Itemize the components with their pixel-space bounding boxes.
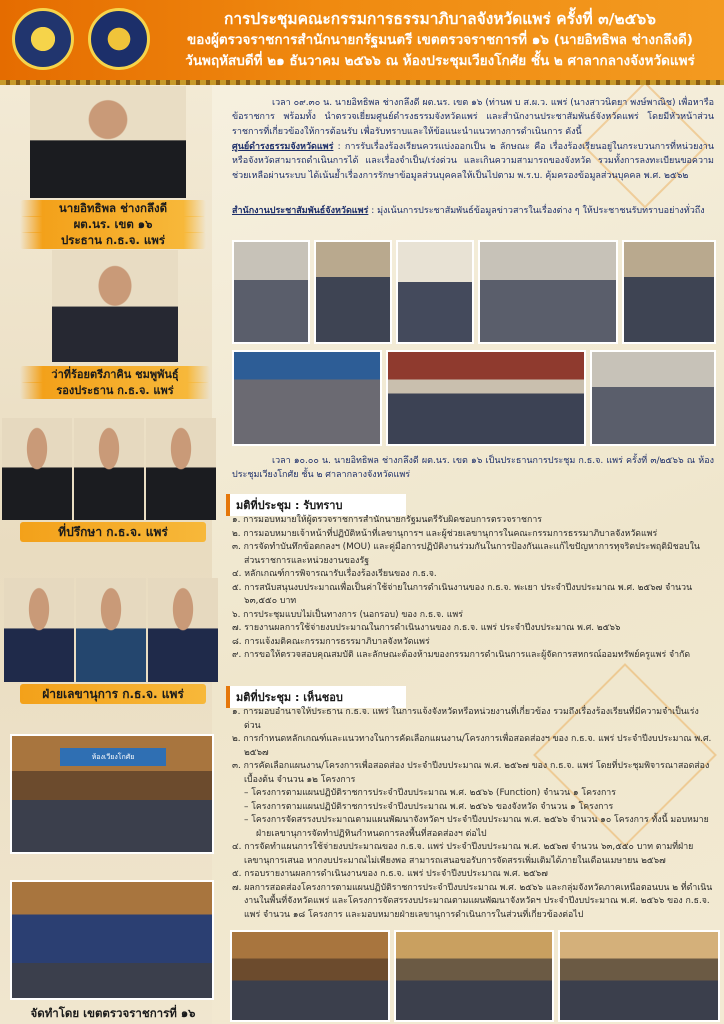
secretariat-label: ฝ่ายเลขานุการ ก.ธ.จ. แพร่ [20, 684, 206, 704]
pm-office-seal-icon [88, 8, 150, 70]
page-subtitle: ของผู้ตรวจราชการสำนักนายกรัฐมนตรี เขตตรวจราชการที่ ๑๖ (นายอิทธิพล ช่างกลึงดี) [187, 32, 693, 48]
page-title: การประชุมคณะกรรมการธรรมาภิบาลจังหวัดแพร่ ครั้งที่ ๓/๒๕๖๖ [224, 10, 656, 28]
list-item: ๑. การมอบอำนาจให้ประธาน ก.ธ.จ. แพร่ ในการแจ้งจังหวัดหรือหน่วยงานที่เกี่ยวข้อง รวมถึงเรื่องร้องเรียนที่มีความจำเป็นเร่งด่วน [232, 707, 699, 731]
acknowledged-list [232, 514, 714, 663]
list-item: ๑. การมอบหมายให้ผู้ตรวจราชการสำนักนายกรัฐมนตรีรับผิดชอบการตรวจราชการ [232, 515, 543, 525]
meeting-room-photo [10, 734, 214, 854]
list-item: ๕. การสนับสนุนงบประมาณเพื่อเป็นค่าใช้จ่ายในการดำเนินงานของ ก.ธ.จ. พะเยา ประจำปีงบประมาณ พ.ศ. ๒๕๖๗ จำนวน ๖๓,๕๕๐ บาท [232, 582, 693, 606]
list-item: – โครงการตามแผนปฏิบัติราชการประจำปีงบประมาณ พ.ศ. ๒๕๖๖ (Function) จำนวน ๑ โครงการ [244, 788, 616, 798]
chair-role: ประธาน ก.ธ.จ. แพร่ [20, 232, 206, 249]
event-photo [386, 350, 586, 446]
damrongdham-label: ศูนย์ดำรงธรรมจังหวัดแพร่ [232, 142, 334, 152]
approved-list [232, 706, 714, 922]
header-ornament [0, 80, 724, 85]
meeting-date-venue: วันพฤหัสบดีที่ ๒๑ ธันวาคม ๒๕๖๖ ณ ห้องประชุมเวียงโกศัย ชั้น ๒ ศาลากลางจังหวัดแพร่ [185, 53, 695, 69]
meeting-paragraph: เวลา ๑๐.๐๐ น. นายอิทธิพล ช่างกลึงดี ผต.นร. เขต ๑๖ เป็นประธานการประชุม ก.ธ.จ. แพร่ ครั้งที่ ๓/๒๕๖๖ ณ ห้องประชุมเวียงโกศัย ชั้น ๒ ศาลากลางจังหวัดแพร่ [232, 456, 714, 481]
list-item: ๓. การจัดทำบันทึกข้อตกลงฯ (MOU) และคู่มือการปฏิบัติงานร่วมกันในการป้องกันและแก้ไขปัญหาการทุจริตประพฤติมิชอบในส่วนราชการและหน่วยงานของรัฐ [232, 542, 700, 566]
secretariat-portrait [148, 578, 218, 682]
section-approved-title: มติที่ประชุม : เห็นชอบ [226, 686, 406, 708]
vice-chair-role: รองประธาน ก.ธ.จ. แพร่ [20, 382, 210, 399]
chair-name: นายอิทธิพล ช่างกลึงดี [20, 200, 206, 217]
list-item: ๔. การจัดทำแผนการใช้จ่ายงบประมาณของ ก.ธ.จ. แพร่ ประจำปีงบประมาณ พ.ศ. ๒๕๖๗ จำนวน ๖๓,๕๕๐ บาท ตามที่ฝ่ายเลขานุการเสนอ หากงบประมาณไม่เพียงพอ สามารถเสนอขอรับการจัดสรรเพิ่มเติมได้ภายในเดือนเมษายน ๒๕๖๗ [232, 842, 694, 866]
list-item: ๓. การคัดเลือกแผนงาน/โครงการเพื่อสอดส่อง ประจำปีงบประมาณ พ.ศ. ๒๕๖๗ ของ ก.ธ.จ. แพร่ โดยที่ประชุมพิจารณาสอดส่องเบื้องต้น จำนวน ๑๒ โครงการ [232, 761, 710, 785]
secretariat-portrait [4, 578, 74, 682]
event-photo [396, 240, 474, 344]
credit-footer: จัดทำโดย เขตตรวจราชการที่ ๑๖ [30, 1006, 196, 1020]
list-item: ๔. หลักเกณฑ์การพิจารณารับเรื่องร้องเรียนของ ก.ธ.จ. [232, 569, 437, 579]
intro-paragraph: เวลา ๐๙.๓๐ น. นายอิทธิพล ช่างกลึงดี ผต.นร. เขต ๑๖ (ท่านพ บ ส.ผ.ว. แพร่ (นางสาวนิตยา พงษ์พาณิช) เพื่อหารือข้อราชการ พร้อมทั้ง นำตรวจเยี่ยมศูนย์ดำรงธรรมจังหวัดแพร่ และสำนักงานประชาสัมพันธ์จังหวัดแพร่ โดยมีหัวหน้าส่วนราชการที่เกี่ยวข้องให้การต้อนรับ เพื่อรับทราบและให้ข้อแนะนำแนวทางการดำเนินการ ดังนี้ [232, 98, 714, 137]
list-item: ๘. การแจ้งมติคณะกรรมการธรรมาภิบาลจังหวัดแพร่ [232, 636, 430, 647]
secretariat-portrait [76, 578, 146, 682]
pr-office-label: สำนักงานประชาสัมพันธ์จังหวัดแพร่ [232, 206, 369, 216]
list-item: ๖. การประชุมแบบไม่เป็นทางการ (นอกรอบ) ของ ก.ธ.จ. แพร่ [232, 609, 463, 620]
room-banner: ห้องเวียงโกศัย [60, 748, 166, 766]
event-photo [232, 350, 382, 446]
list-item: ๒. การมอบหมายเจ้าหน้าที่ปฏิบัติหน้าที่เลขานุการฯ และผู้ช่วยเลขานุการในคณะกรรมการธรรมาภิบาลจังหวัดแพร่ [232, 528, 658, 539]
event-photo [478, 240, 618, 344]
damrongdham-paragraph [232, 140, 714, 183]
event-photo [622, 240, 716, 344]
chair-portrait [30, 86, 186, 198]
advisor-portrait [74, 418, 144, 520]
advisors-label: ที่ปรึกษา ก.ธ.จ. แพร่ [20, 522, 206, 542]
list-item: ๕. กรอบรายงานผลการดำเนินงานของ ก.ธ.จ. แพร่ ประจำปีงบประมาณ พ.ศ. ๒๕๖๗ [232, 869, 548, 879]
advisor-portrait [146, 418, 216, 520]
meeting-photo [558, 930, 720, 1022]
damrongdham-text: : การรับเรื่องร้องเรียนควรแบ่งออกเป็น ๒ ลักษณะ คือ เรื่องร้องเรียนอยู่ในกระบวนการที่หน่วยงานหรือจังหวัดสามารถดำเนินการได้ และเรื่องจำเป็น/เร่งด่วน และเกินความสามารถของจังหวัด รวมทั้งการลงทะเบียนขอความช่วยเหลือผ่านระบบ ได้เน้นย้ำเรื่องการรักษาข้อมูลส่วนบุคคลให้เป็นไปตาม พ.ร.บ. คุ้มครองข้อมูลส่วนบุคคล พ.ศ. ๒๕๖๒ [232, 142, 714, 181]
list-item: – โครงการตามแผนปฏิบัติราชการประจำปีงบประมาณ พ.ศ. ๒๕๖๖ ของจังหวัด จำนวน ๑ โครงการ [244, 801, 614, 812]
meeting-photo [230, 930, 390, 1022]
list-item: – โครงการจัดสรรงบประมาณตามแผนพัฒนาจังหวัดฯ ประจำปีงบประมาณ พ.ศ. ๒๕๖๖ จำนวน ๑๐ โครงการ ทั้งนี้ มอบหมายฝ่ายเลขานุการจัดทำปฏิทินกำหนดการลงพื้นที่สอดส่องฯ ต่อไป [244, 815, 709, 839]
group-photo [10, 880, 214, 1000]
event-photo [232, 240, 310, 344]
vice-chair-name: ว่าที่ร้อยตรีภาคิน ชมพูพันธุ์ [20, 366, 210, 383]
pr-office-paragraph [232, 204, 714, 218]
meeting-photo [394, 930, 554, 1022]
chair-position: ผต.นร. เขต ๑๖ [20, 216, 206, 233]
list-item: ๗. รายงานผลการใช้จ่ายงบประมาณในการดำเนินงานของ ก.ธ.จ. แพร่ ประจำปีงบประมาณ พ.ศ. ๒๕๖๖ [232, 623, 621, 633]
advisor-portrait [2, 418, 72, 520]
event-photo [314, 240, 392, 344]
vice-chair-portrait [52, 250, 178, 362]
list-item: ๙. การขอให้ตรวจสอบคุณสมบัติ และลักษณะต้องห้ามของกรรมการดำเนินการและผู้จัดการสหกรณ์ออมทรัพย์ครูแพร่ จำกัด [232, 650, 691, 660]
event-photo [590, 350, 716, 446]
list-item: ๗. ผลการสอดส่องโครงการตามแผนปฏิบัติราชการประจำปีงบประมาณ พ.ศ. ๒๕๖๖ และกลุ่มจังหวัดภาคเหนือตอนบน ๒ ที่ดำเนินงานในพื้นที่จังหวัดแพร่ และโครงการจัดสรรงบประมาณตามแผนพัฒนาจังหวัดฯ ประจำปีงบประมาณ พ.ศ. ๒๕๖๖ ของ ก.ธ.จ. แพร่ จำนวน ๑๘ โครงการ และมอบหมายฝ่ายเลขานุการดำเนินการในส่วนที่เกี่ยวข้องต่อไป [232, 882, 713, 920]
section-acknowledged-title: มติที่ประชุม : รับทราบ [226, 494, 406, 516]
provincial-seal-icon [12, 8, 74, 70]
pr-office-text: : มุ่งเน้นการประชาสัมพันธ์ข้อมูลข่าวสารในเรื่องต่าง ๆ ให้ประชาชนรับทราบอย่างทั่วถึง [368, 206, 705, 216]
list-item: ๒. การกำหนดหลักเกณฑ์และแนวทางในการคัดเลือกแผนงาน/โครงการเพื่อสอดส่องฯ ของ ก.ธ.จ. แพร่ ประจำปีงบประมาณ พ.ศ. ๒๕๖๗ [232, 734, 712, 758]
